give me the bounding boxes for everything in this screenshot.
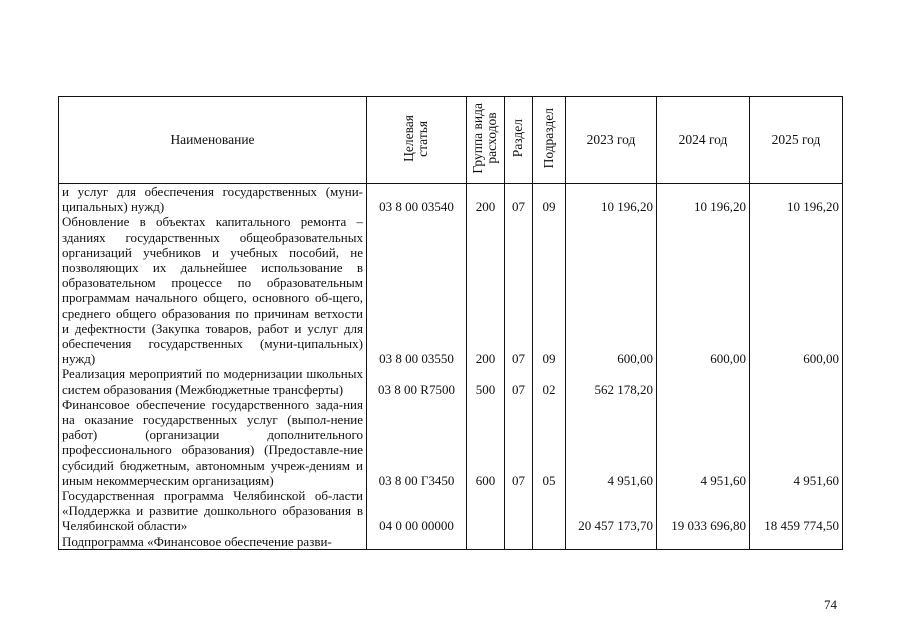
row-2025: 10 196,20 [750,184,843,215]
row-subsection: 09 [533,184,566,215]
header-2025: 2025 год [750,97,843,184]
header-subsection-label: Подраздел [540,107,556,169]
row-section: 07 [505,397,533,488]
row-2023 [566,534,657,550]
row-section [505,488,533,534]
row-2024: 4 951,60 [657,397,750,488]
row-group: 200 [467,184,505,215]
header-section [505,97,533,184]
row-name: Подпрограмма «Финансовое обеспечение разви- [59,534,367,550]
header-section-label: Раздел [510,118,526,158]
row-name: и услуг для обеспечения государственных (муни-ципальных) нужд) [59,184,367,215]
row-group [467,488,505,534]
row-subsection: 02 [533,366,566,396]
row-2025: 18 459 774,50 [750,488,843,534]
row-group: 500 [467,366,505,396]
header-target-label: Целевая статья [401,114,431,162]
table-header-row [59,97,843,184]
table-row [59,397,843,488]
row-2023: 562 178,20 [566,366,657,396]
header-group-label: Группа вида расходов [470,102,500,174]
row-subsection: 09 [533,214,566,366]
row-target: 03 8 00 03550 [367,214,467,366]
row-2023: 20 457 173,70 [566,488,657,534]
row-2023: 10 196,20 [566,184,657,215]
table-row [59,214,843,366]
row-name: Государственная программа Челябинской об-ласти «Поддержка и развитие дошкольного образования в Челябинской области» [59,488,367,534]
row-2025: 4 951,60 [750,397,843,488]
header-2023: 2023 год [566,97,657,184]
row-name: Реализация мероприятий по модернизации школьных систем образования (Межбюджетные трансферты) [59,366,367,396]
row-2025 [750,534,843,550]
row-target [367,534,467,550]
row-section: 07 [505,214,533,366]
row-group: 600 [467,397,505,488]
table-row-program [59,488,843,534]
header-target-article [367,97,467,184]
row-subsection: 05 [533,397,566,488]
row-section [505,534,533,550]
row-2023: 4 951,60 [566,397,657,488]
row-2023: 600,00 [566,214,657,366]
row-name: Обновление в объектах капитального ремонта – зданиях государственных общеобразовательных организаций учебников и учебных пособий, не позволяющих их дальнейшее использование в образовательном процессе по образовательным программам начального общего, основного об-щего, среднего общего образования по причинам ветхости и дефектности (Закупка товаров, работ и услуг для обеспечения государственных (муни-ципальных) нужд) [59,214,367,366]
row-target: 04 0 00 00000 [367,488,467,534]
row-group: 200 [467,214,505,366]
row-2025 [750,366,843,396]
row-name: Финансовое обеспечение государственного зада-ния на оказание государственных услуг (выпол-нение работ) (организации дополнительного профессионального образования) (Предоставле-ние субсидий бюджетным, автономным учреж-дениям и иным некоммерческим организациям) [59,397,367,488]
row-subsection [533,534,566,550]
row-2024: 19 033 696,80 [657,488,750,534]
header-expense-group [467,97,505,184]
row-target: 03 8 00 Г3450 [367,397,467,488]
table-row [59,534,843,550]
row-2024 [657,366,750,396]
row-group [467,534,505,550]
row-target: 03 8 00 03540 [367,184,467,215]
row-2024 [657,534,750,550]
row-subsection [533,488,566,534]
budget-table [58,96,843,550]
row-section: 07 [505,184,533,215]
row-2024: 600,00 [657,214,750,366]
header-name: Наименование [59,97,367,184]
page-number: 74 [824,597,837,612]
table-row [59,366,843,396]
row-2025: 600,00 [750,214,843,366]
header-subsection [533,97,566,184]
table-row [59,184,843,215]
row-target: 03 8 00 R7500 [367,366,467,396]
row-section: 07 [505,366,533,396]
header-2024: 2024 год [657,97,750,184]
row-2024: 10 196,20 [657,184,750,215]
